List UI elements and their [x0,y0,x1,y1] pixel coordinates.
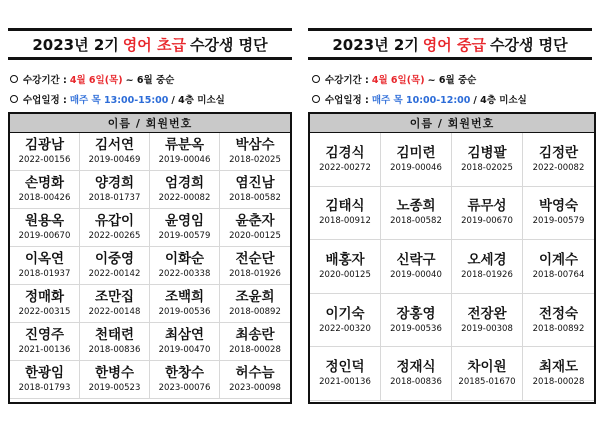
member-name: 정재식 [396,359,436,376]
member-cell [523,133,594,187]
member-cell [220,247,290,285]
member-name: 염진남 [235,175,275,191]
member-cell [10,361,80,399]
title-suffix: 수강생 명단 [489,35,568,54]
title-course: 영어 초급 [122,35,186,54]
member-name: 박영숙 [538,198,579,215]
member-name: 천태련 [94,327,135,343]
member-cell [80,285,150,323]
member-name: 최재도 [538,359,579,376]
member-id: 2018-00028 [532,377,585,388]
member-id: 2018-00426 [18,193,71,203]
schedule-label: 수업일정 : [325,95,369,106]
member-cell [310,133,381,187]
member-id: 2019-00470 [158,345,211,355]
member-name: 한광임 [24,365,65,381]
member-id: 2022-00338 [158,269,211,279]
member-name: 김병팔 [467,144,507,161]
member-name: 김정란 [538,144,579,161]
title-term: 2023년 2기 [32,35,119,54]
bullet-circle-icon [10,75,18,83]
member-name: 조만집 [94,289,135,305]
member-id: 2019-00308 [461,323,513,334]
period-end: ~ 6월 중순 [125,75,175,86]
member-cell [310,347,381,401]
bullet-circle-icon [10,95,18,103]
member-id: 2021-00136 [319,377,371,388]
member-cell [80,247,150,285]
member-id: 2018-00764 [532,269,585,280]
member-cell [381,240,452,294]
member-cell [220,133,290,171]
member-id: 2019-00579 [158,231,211,241]
member-name: 김서연 [94,137,135,153]
member-id: 2022-00156 [18,155,71,165]
member-cell [10,247,80,285]
member-id: 2018-00582 [229,193,281,203]
member-name: 진영주 [24,327,65,343]
member-id: 2018-00892 [229,307,281,317]
member-name: 엄경희 [164,175,205,191]
member-id: 2018-00028 [229,345,281,355]
member-id: 2018-00892 [532,323,585,334]
bullet-circle-icon [312,75,320,83]
member-cell [381,347,452,401]
member-cell [310,240,381,294]
member-name: 정매화 [24,289,65,305]
member-id: 2018-01937 [18,269,71,279]
member-name: 김미련 [396,144,436,161]
member-cell [150,285,220,323]
member-id: 2020-00125 [229,231,281,241]
schedule-room: / 4층 미소실 [473,95,527,106]
member-cell [150,361,220,399]
member-grid [310,133,594,401]
member-id: 2018-01793 [18,383,71,393]
member-grid [10,133,290,399]
member-id: 2018-00836 [390,377,442,388]
member-cell [150,209,220,247]
member-name: 전정숙 [538,305,579,322]
member-name: 최송란 [235,327,275,343]
member-id: 2022-00315 [18,307,71,317]
period-label: 수강기간 : [23,75,67,86]
page-title [308,28,592,60]
member-id: 2022-00320 [319,323,371,334]
member-cell [220,171,290,209]
member-id: 2023-00076 [158,383,211,393]
member-cell [523,347,594,401]
table-header: 이름 / 회원번호 [10,114,290,133]
member-id: 2019-00536 [158,307,211,317]
schedule-time: 매주 목 13:00-15:00 [69,95,169,106]
member-cell [381,294,452,348]
member-id: 2019-00046 [390,162,442,173]
member-name: 조윤희 [235,289,275,305]
title-course: 영어 중급 [422,35,486,54]
member-name: 김광남 [24,137,65,153]
member-name: 김경식 [325,144,365,161]
member-cell [150,247,220,285]
member-id: 2019-00469 [88,155,141,165]
member-name: 차이원 [467,359,507,376]
period-row [10,72,174,86]
member-cell [150,323,220,361]
member-id: 2020-00125 [319,269,371,280]
member-cell [220,285,290,323]
member-name: 김태식 [325,198,365,215]
schedule-time: 매주 목 10:00-12:00 [371,95,471,106]
member-name: 배홍자 [325,251,365,268]
member-name: 이기숙 [325,305,365,322]
divider [298,0,302,424]
member-name: 정인덕 [325,359,365,376]
member-id: 2018-01926 [461,269,513,280]
member-id: 2019-00579 [532,216,585,227]
member-cell [452,347,523,401]
member-cell [220,361,290,399]
member-cell [452,133,523,187]
member-name: 이중영 [94,251,135,267]
member-table [8,112,292,404]
member-name: 손명화 [24,175,65,191]
member-cell [523,294,594,348]
member-cell [80,209,150,247]
period-label: 수강기간 : [325,75,369,86]
schedule-room: / 4층 미소실 [171,95,225,106]
member-id: 2018-00836 [88,345,141,355]
title-term: 2023년 2기 [332,35,419,54]
member-id: 2022-00082 [532,162,585,173]
member-cell [220,209,290,247]
member-cell [452,187,523,241]
member-id: 2018-02025 [229,155,281,165]
member-name: 한창수 [164,365,205,381]
member-cell [10,323,80,361]
member-cell [150,171,220,209]
member-cell [80,323,150,361]
member-cell [310,294,381,348]
member-name: 양경희 [94,175,135,191]
member-cell [381,187,452,241]
member-cell [10,171,80,209]
member-cell [80,361,150,399]
period-start: 4월 6일(목) [371,75,425,86]
member-id: 2019-00523 [88,383,141,393]
member-cell [10,209,80,247]
member-name: 노종희 [396,198,436,215]
member-id: 2022-00082 [158,193,211,203]
bullet-circle-icon [312,95,320,103]
schedule-row [10,92,225,106]
member-name: 이옥연 [24,251,65,267]
member-id: 20185-01670 [458,377,516,388]
member-name: 전순단 [235,251,275,267]
member-id: 2018-02025 [461,162,513,173]
member-name: 조백희 [164,289,205,305]
member-name: 윤영임 [164,213,205,229]
member-name: 장홍영 [396,305,436,322]
member-name: 한병수 [94,365,135,381]
member-name: 이계수 [538,251,579,268]
member-cell [452,294,523,348]
member-id: 2022-00148 [88,307,141,317]
member-name: 원용옥 [24,213,65,229]
period-end: ~ 6월 중순 [427,75,477,86]
member-name: 허수늠 [235,365,275,381]
member-id: 2019-00536 [390,323,442,334]
member-id: 2018-01737 [88,193,141,203]
member-name: 유갑이 [94,213,135,229]
member-cell [80,171,150,209]
member-id: 2019-00670 [461,216,513,227]
page-title [8,28,292,60]
member-cell [150,133,220,171]
member-cell [220,323,290,361]
member-id: 2018-00582 [390,216,442,227]
schedule-label: 수업일정 : [23,95,67,106]
member-cell [80,133,150,171]
member-id: 2021-00136 [18,345,71,355]
member-name: 이화순 [164,251,205,267]
member-id: 2019-00670 [18,231,71,241]
member-cell [10,285,80,323]
member-name: 전장완 [467,305,507,322]
title-suffix: 수강생 명단 [189,35,268,54]
member-cell [310,187,381,241]
schedule-row [312,92,527,106]
member-name: 류분옥 [164,137,205,153]
member-name: 최삼연 [164,327,205,343]
member-id: 2019-00040 [390,269,442,280]
member-cell [10,133,80,171]
member-id: 2022-00265 [88,231,141,241]
period-start: 4월 6일(목) [69,75,123,86]
member-name: 류무성 [467,198,507,215]
table-header: 이름 / 회원번호 [310,114,594,133]
member-cell [452,240,523,294]
member-id: 2022-00142 [88,269,141,279]
member-id: 2022-00272 [319,162,371,173]
member-name: 오세경 [467,251,507,268]
member-name: 신락구 [396,251,436,268]
member-name: 박삼수 [235,137,275,153]
member-cell [523,240,594,294]
member-id: 2023-00098 [229,383,281,393]
member-id: 2018-01926 [229,269,281,279]
member-table [308,112,596,404]
member-cell [381,133,452,187]
member-name: 윤춘자 [235,213,275,229]
member-cell [523,187,594,241]
period-row [312,72,476,86]
member-id: 2019-00046 [158,155,211,165]
member-id: 2018-00912 [319,216,371,227]
